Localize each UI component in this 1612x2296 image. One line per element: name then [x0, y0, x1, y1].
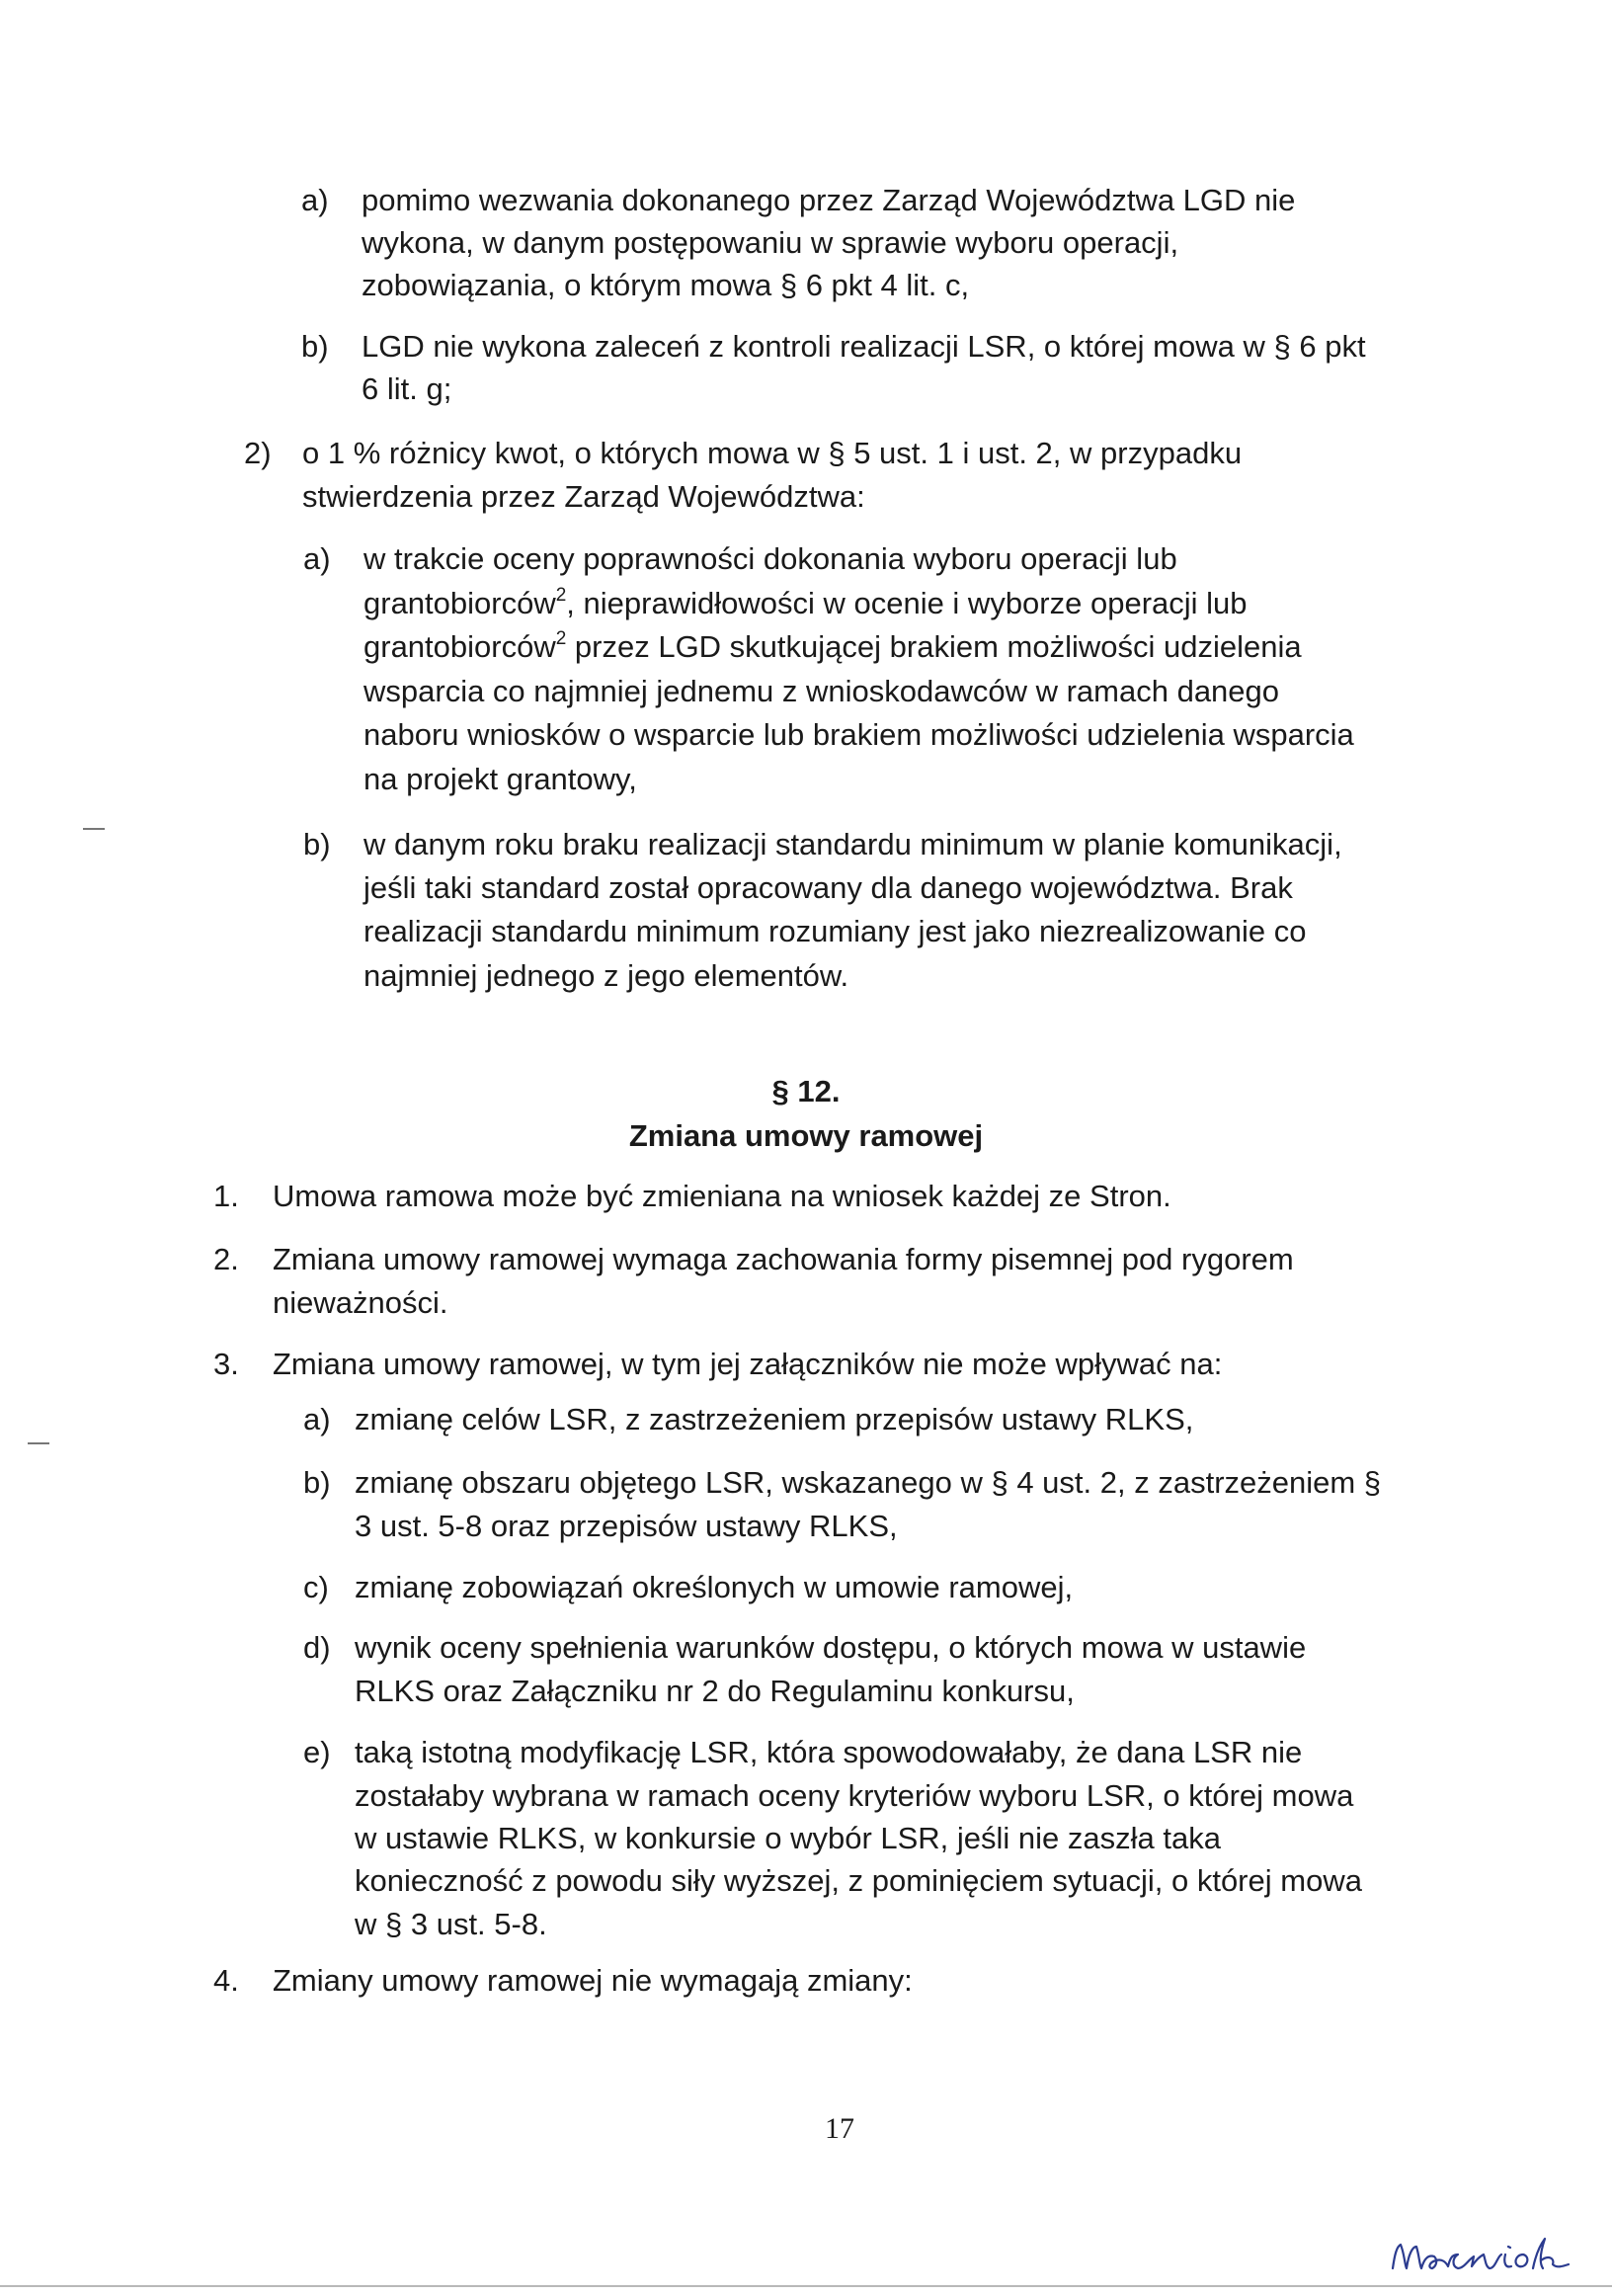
text-line: Zmiana umowy ramowej wymaga zachowania formy pisemnej pod rygorem	[273, 1242, 1294, 1276]
text-line: wsparcia co najmniej jednemu z wnioskodawców w ramach danego	[363, 674, 1280, 708]
page-number: 17	[825, 2112, 854, 2145]
text-line: zmianę zobowiązań określonych w umowie ramowej,	[355, 1570, 1074, 1604]
text-line: w danym roku braku realizacji standardu minimum w planie komunikacji,	[363, 827, 1342, 861]
list-marker: a)	[303, 541, 331, 576]
text-line: 6 lit. g;	[362, 371, 452, 406]
text-line: wynik oceny spełnienia warunków dostępu, o których mowa w ustawie	[355, 1630, 1307, 1665]
text-line: zobowiązania, o którym mowa § 6 pkt 4 lit. c,	[362, 268, 970, 302]
bottom-rule	[0, 2285, 1612, 2287]
text-line: LGD nie wykona zaleceń z kontroli realizacji LSR, o której mowa w § 6 pkt	[362, 329, 1366, 364]
text-line: grantobiorców$^2$, nieprawidłowości w ocenie i wyborze operacji lub	[363, 585, 1248, 620]
text-line: jeśli taki standard został opracowany dla danego województwa. Brak	[363, 870, 1293, 905]
text-line: RLKS oraz Załączniku nr 2 do Regulaminu konkursu,	[355, 1674, 1075, 1708]
text-line: zostałaby wybrana w ramach oceny kryteriów wyboru LSR, o której mowa	[355, 1778, 1354, 1813]
section-title: Zmiana umowy ramowej	[628, 1118, 984, 1153]
list-marker: 3.	[213, 1347, 239, 1381]
handwritten-signature	[1387, 2225, 1574, 2280]
list-marker: b)	[301, 329, 329, 364]
text-line: pomimo wezwania dokonanego przez Zarząd Województwa LGD nie	[362, 183, 1296, 217]
list-marker: 2)	[244, 436, 272, 470]
list-marker: b)	[303, 827, 331, 861]
text-line: w ustawie RLKS, w konkursie o wybór LSR, jeśli nie zaszła taka	[355, 1821, 1221, 1855]
list-marker: b)	[303, 1465, 331, 1500]
list-marker: 1.	[213, 1179, 239, 1213]
list-marker: 2.	[213, 1242, 239, 1276]
footnote-ref: 2	[555, 628, 567, 649]
text-line: taką istotną modyfikację LSR, która spowodowałaby, że dana LSR nie	[355, 1735, 1303, 1769]
list-marker: d)	[303, 1630, 331, 1665]
list-marker: a)	[301, 183, 329, 217]
list-marker: a)	[303, 1402, 331, 1436]
text-line: 3 ust. 5-8 oraz przepisów ustawy RLKS,	[355, 1509, 898, 1543]
text-line: Umowa ramowa może być zmieniana na wniosek każdej ze Stron.	[273, 1179, 1171, 1213]
text-line: realizacji standardu minimum rozumiany jest jako niezrealizowanie co	[363, 914, 1307, 948]
text-line: najmniej jednego z jego elementów.	[363, 958, 849, 993]
list-marker: 4.	[213, 1963, 239, 1998]
text-line: w § 3 ust. 5-8.	[355, 1907, 547, 1941]
text-line: Zmiana umowy ramowej, w tym jej załączników nie może wpływać na:	[273, 1347, 1223, 1381]
section-number: § 12.	[771, 1074, 841, 1108]
scan-speck	[83, 828, 105, 830]
text-line: wykona, w danym postępowaniu w sprawie wyboru operacji,	[362, 225, 1179, 260]
text-line: stwierdzenia przez Zarząd Województwa:	[302, 479, 865, 514]
text-line: o 1 % różnicy kwot, o których mowa w § 5 ust. 1 i ust. 2, w przypadku	[302, 436, 1243, 470]
text-line: zmianę obszaru objętego LSR, wskazanego w § 4 ust. 2, z zastrzeżeniem §	[355, 1465, 1382, 1500]
text-line: nieważności.	[273, 1285, 448, 1320]
list-marker: c)	[303, 1570, 329, 1604]
text-line: naboru wniosków o wsparcie lub brakiem możliwości udzielenia wsparcia	[363, 717, 1354, 752]
scan-speck	[28, 1442, 49, 1444]
footnote-ref: 2	[555, 585, 567, 606]
text-line: konieczność z powodu siły wyższej, z pominięciem sytuacji, o której mowa	[355, 1863, 1362, 1898]
list-marker: e)	[303, 1735, 331, 1769]
text-line: grantobiorców$^2$ przez LGD skutkującej brakiem możliwości udzielenia	[363, 628, 1302, 664]
text-line: zmianę celów LSR, z zastrzeżeniem przepisów ustawy RLKS,	[355, 1402, 1194, 1436]
text-line: Zmiany umowy ramowej nie wymagają zmiany:	[273, 1963, 913, 1998]
text-line: na projekt grantowy,	[363, 762, 637, 796]
text-line: w trakcie oceny poprawności dokonania wyboru operacji lub	[363, 541, 1177, 576]
